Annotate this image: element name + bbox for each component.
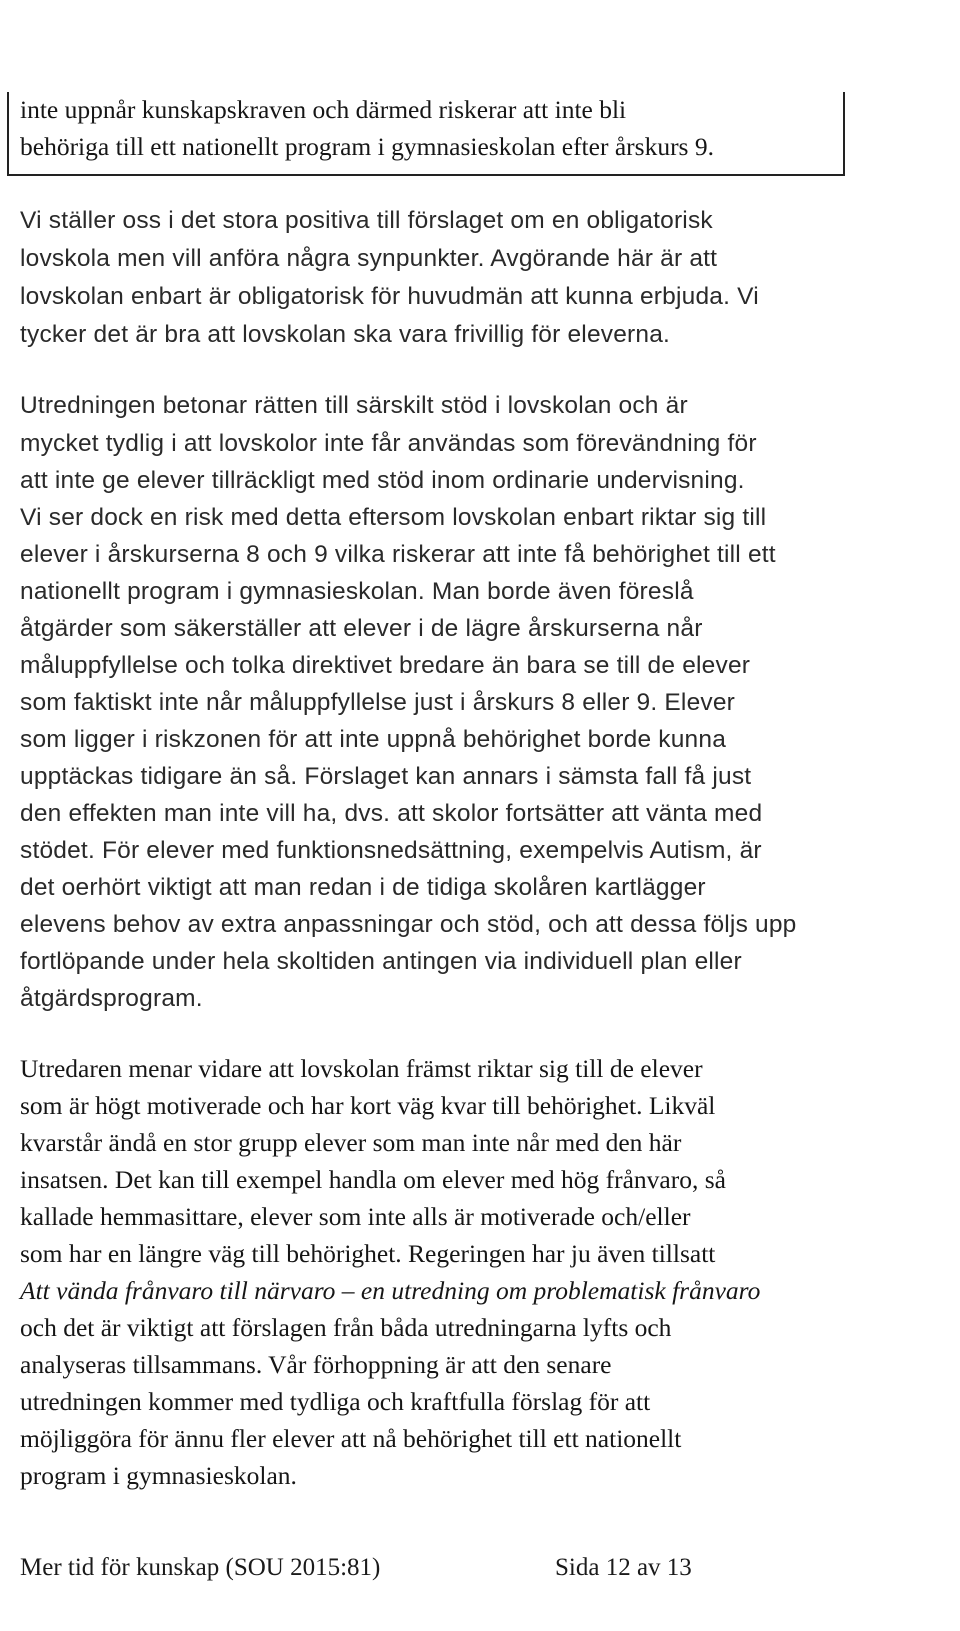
paragraph2-line-15: elevens behov av extra anpassningar och stöd, och att dessa följs upp (20, 911, 797, 938)
paragraph2-line-10: som ligger i riskzonen för att inte uppnå behörighet borde kunna (20, 726, 727, 753)
paragraph2-line-4: Vi ser dock en risk med detta eftersom lovskolan enbart riktar sig till (20, 504, 767, 531)
paragraph2-line-3: att inte ge elever tillräckligt med stöd inom ordinarie undervisning. (20, 467, 745, 494)
paragraph2-line-11: upptäckas tidigare än så. Förslaget kan annars i sämsta fall få just (20, 763, 752, 790)
paragraph2-line-14: det oerhört viktigt att man redan i de tidiga skolåren kartlägger (20, 874, 706, 901)
paragraph2-line-7: åtgärder som säkerställer att elever i de lägre årskurserna når (20, 615, 703, 642)
paragraph2-line-2: mycket tydlig i att lovskolor inte får användas som förevändning för (20, 430, 757, 457)
paragraph2-line-1: Utredningen betonar rätten till särskilt stöd i lovskolan och är (20, 392, 688, 419)
footer-page-number: Sida 12 av 13 (555, 1554, 692, 1581)
boxed-line-1: inte uppnår kunskapskraven och därmed riskerar att inte bli (20, 95, 627, 124)
paragraph3-line-1: Utredaren menar vidare att lovskolan främst riktar sig till de elever (20, 1054, 703, 1083)
paragraph3-line-6: som har en längre väg till behörighet. Regeringen har ju även tillsatt (20, 1239, 716, 1268)
paragraph2-line-6: nationellt program i gymnasieskolan. Man borde även föreslå (20, 578, 694, 605)
paragraph2-line-5: elever i årskurserna 8 och 9 vilka riskerar att inte få behörighet till ett (20, 541, 776, 568)
paragraph1-line-4: tycker det är bra att lovskolan ska vara frivillig för eleverna. (20, 321, 671, 348)
paragraph2-line-17: åtgärdsprogram. (20, 985, 203, 1012)
italic-report-title: Att vända frånvaro till närvaro – en utredning om problematisk frånvaro (20, 1276, 761, 1305)
paragraph1-line-2: lovskola men vill anföra några synpunkter. Avgörande här är att (20, 245, 718, 272)
paragraph3-line-2: som är högt motiverade och har kort väg kvar till behörighet. Likväl (20, 1091, 716, 1120)
paragraph2-line-9: som faktiskt inte når måluppfyllelse just i årskurs 8 eller 9. Elever (20, 689, 736, 716)
paragraph3-line-3: kvarstår ändå en stor grupp elever som man inte når med den här (20, 1128, 682, 1157)
paragraph3-line-8: och det är viktigt att förslagen från båda utredningarna lyfts och (20, 1313, 672, 1342)
paragraph2-line-12: den effekten man inte vill ha, dvs. att skolor fortsätter att vänta med (20, 800, 763, 827)
paragraph3-line-5: kallade hemmasittare, elever som inte alls är motiverade och/eller (20, 1202, 691, 1231)
paragraph3-line-12: program i gymnasieskolan. (20, 1461, 297, 1490)
paragraph2-line-13: stödet. För elever med funktionsnedsättning, exempelvis Autism, är (20, 837, 762, 864)
paragraph3-line-9: analyseras tillsammans. Vår förhoppning är att den senare (20, 1350, 612, 1379)
paragraph2-line-16: fortlöpande under hela skoltiden antingen via individuell plan eller (20, 948, 742, 975)
paragraph2-line-8: måluppfyllelse och tolka direktivet bredare än bara se till de elever (20, 652, 751, 679)
paragraph3-line-7-italic-title (20, 1276, 760, 1306)
paragraph3-line-11: möjliggöra för ännu fler elever att nå behörighet till ett nationellt (20, 1424, 682, 1453)
paragraph3-line-4: insatsen. Det kan till exempel handla om elever med hög frånvaro, så (20, 1165, 726, 1194)
footer-document-title: Mer tid för kunskap (SOU 2015:81) (20, 1554, 381, 1581)
paragraph1-line-3: lovskolan enbart är obligatorisk för huvudmän att kunna erbjuda. Vi (20, 283, 759, 310)
paragraph1-line-1: Vi ställer oss i det stora positiva till förslaget om en obligatorisk (20, 207, 713, 234)
paragraph3-line-10: utredningen kommer med tydliga och kraftfulla förslag för att (20, 1387, 651, 1416)
boxed-line-2: behöriga till ett nationellt program i gymnasieskolan efter årskurs 9. (20, 132, 714, 161)
